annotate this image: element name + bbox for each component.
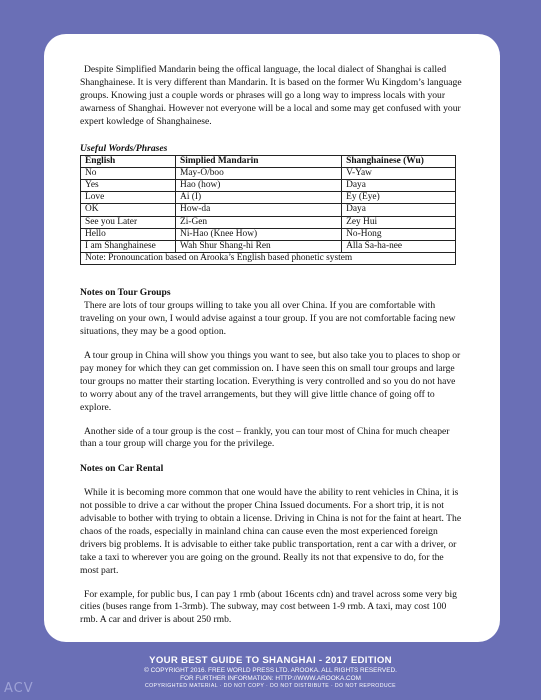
table-header-row xyxy=(81,155,456,167)
table-row xyxy=(81,216,456,228)
footer-title: YOUR BEST GUIDE TO SHANGHAI - 2017 EDITION xyxy=(149,655,392,666)
cell-mandarin: Ni-Hao (Knee How) xyxy=(176,228,342,240)
cell-shanghainese: Zey Hui xyxy=(342,216,456,228)
car-rental-heading: Notes on Car Rental xyxy=(80,463,164,475)
footer-notice: COPYRIGHTED MATERIAL · DO NOT COPY · DO NOT DISTRIBUTE · DO NOT REPRODUCE xyxy=(144,683,397,689)
cell-mandarin: May-O/boo xyxy=(176,167,342,179)
cell-english: I am Shanghainese xyxy=(81,240,176,252)
table-note-row xyxy=(81,253,456,265)
cell-english: Yes xyxy=(81,179,176,191)
table-row xyxy=(81,179,456,191)
cell-shanghainese: Ey (Eye) xyxy=(342,192,456,204)
table-row xyxy=(81,192,456,204)
intro-paragraph: Despite Simplified Mandarin being the offical language, the local dialect of Shanghai is called Shanghainese. It is very different than Mandarin. It is based on the former Wu Kingdom’s language groups. Knowing just a couple words or phrases will go a long way to impress locals with your awarness of Shanghai. However not everyone will be a local and some may get confused with your expert kowledge of Shanghainese. xyxy=(80,64,462,127)
cell-english: No xyxy=(81,167,176,179)
cell-english: Hello xyxy=(81,228,176,240)
header-english: English xyxy=(81,155,176,167)
phrases-table xyxy=(80,155,456,266)
table-note: Note: Pronouncation based on Arooka’s English based phonetic system xyxy=(81,253,456,265)
table-row xyxy=(81,228,456,240)
cell-shanghainese: Alla Sa-ha-nee xyxy=(342,240,456,252)
header-mandarin: Simplied Mandarin xyxy=(176,155,342,167)
phrases-title: Useful Words/Phrases xyxy=(80,142,168,154)
cell-english: See you Later xyxy=(81,216,176,228)
cell-mandarin: Ai (I) xyxy=(176,192,342,204)
cell-shanghainese: Daya xyxy=(342,179,456,191)
cell-english: OK xyxy=(81,204,176,216)
tour-groups-paragraph-2: A tour group in China will show you things you want to see, but also take you to places to shop or pay money for which they can get commission on. I have seen this on small tour groups and large tour groups no matter their starting location. Everything is very controlled and so you do not have to worry about any of the travel arrangements, but they will give little chance of going off to explore. xyxy=(80,349,461,413)
footer-info: FOR FURTHER INFORMATION: HTTP://WWW.AROOKA.COM xyxy=(180,675,361,682)
page-footer xyxy=(0,655,541,690)
cell-mandarin: Wah Shur Shang-hi Ren xyxy=(176,240,342,252)
table-row xyxy=(81,240,456,252)
cell-shanghainese: V-Yaw xyxy=(342,167,456,179)
car-rental-paragraph-1: While it is becoming more common that one would have the ability to rent vehicles in China, it is not possible to drive a car without the proper China Issued documents. For a short trip, it is not advisable to bother with trying to obtain a license. Driving in China is not for the faint at heart. The chaos of the roads, especially in mainland china can cause even the most experienced foreign drivers big problems. It is advisable to either take public transportation, rent a car with a driver, or take a taxi to wherever you are going on the ground. Really its not that expensive to do, for the most part. xyxy=(80,487,462,576)
document-page xyxy=(44,34,500,642)
car-rental-paragraph-2: For example, for public bus, I can pay 1 rmb (about 16cents cdn) and travel across some very big cities (buses range from 1-3rmb). The subway, may cost between 1-9 rmb. A taxi, may cost 100 rmb. A car and driver is about 250 rmb. xyxy=(80,588,457,626)
cell-mandarin: Hao (how) xyxy=(176,179,342,191)
tour-groups-paragraph-1: There are lots of tour groups willing to take you all over China. If you are comfortable with traveling on your own, I would advise against a tour group. If you are not comfortable facing new situations, they may be a good option. xyxy=(80,300,456,338)
tour-groups-paragraph-3: Another side of a tour group is the cost – frankly, you can tour most of China for much cheaper than a tour group will charge you for the privilege. xyxy=(80,425,450,450)
cell-mandarin: Zi-Gen xyxy=(176,216,342,228)
cell-shanghainese: Daya xyxy=(342,204,456,216)
header-shanghainese: Shanghainese (Wu) xyxy=(342,155,456,167)
cell-english: Love xyxy=(81,192,176,204)
cell-mandarin: How-da xyxy=(176,204,342,216)
table-row xyxy=(81,204,456,216)
footer-copyright: © COPYRIGHT 2016. FREE WORLD PRESS LTD. AROOKA. ALL RIGHTS RESERVED. xyxy=(144,667,397,674)
cell-shanghainese: No-Hong xyxy=(342,228,456,240)
table-row xyxy=(81,167,456,179)
tour-groups-heading: Notes on Tour Groups xyxy=(80,287,171,299)
watermark: ACV xyxy=(4,681,34,696)
